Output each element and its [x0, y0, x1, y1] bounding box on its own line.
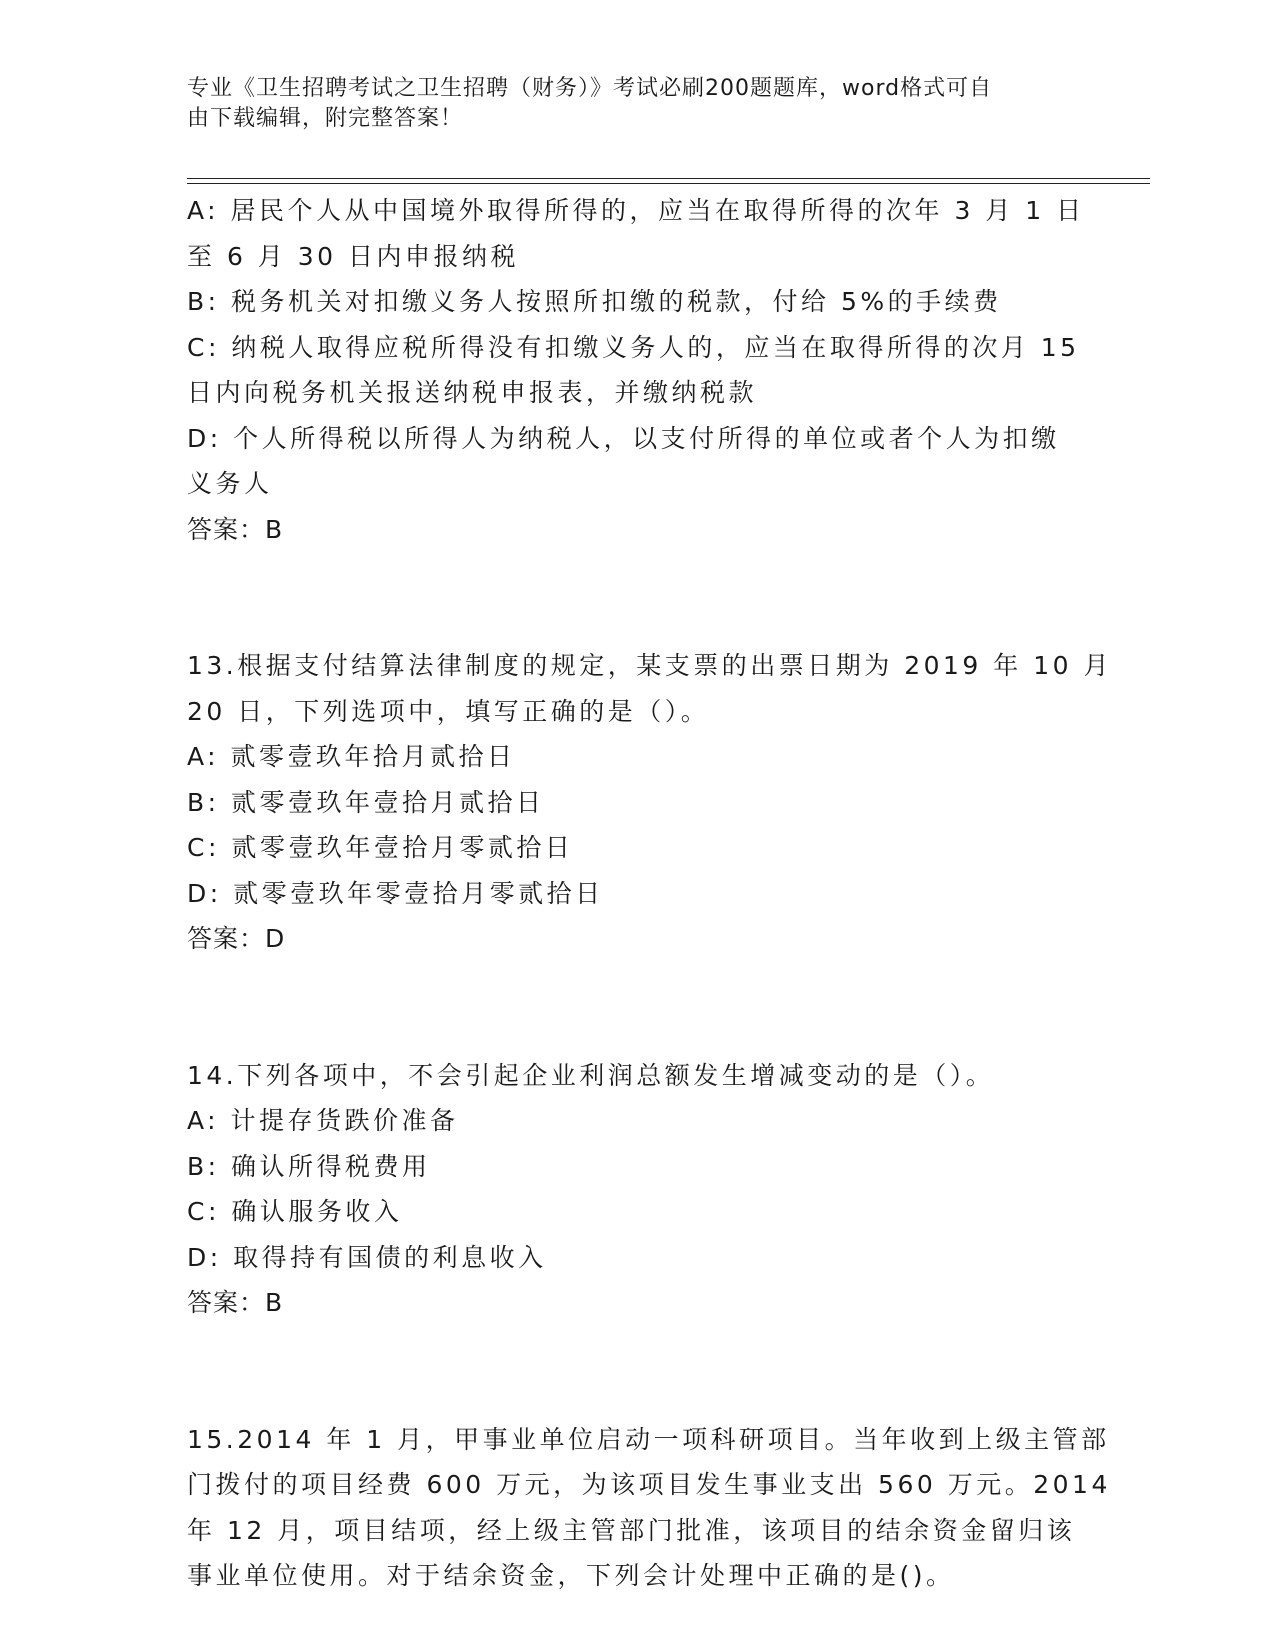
option-d: D: 贰零壹玖年零壹拾月零贰拾日	[187, 878, 604, 908]
header-divider-bottom	[187, 183, 1150, 184]
option-b: B: 税务机关对扣缴义务人按照所扣缴的税款，付给 5%的手续费	[187, 287, 1002, 316]
answer: 答案：B	[187, 1288, 284, 1317]
question-stem-line-2: 20 日，下列选项中，填写正确的是（）。	[187, 696, 710, 726]
header-line-2: 由下载编辑，附完整答案！	[187, 106, 464, 131]
option-a-line-1: A: 居民个人从中国境外取得所得的，应当在取得所得的次年 3 月 1 日	[187, 196, 1085, 225]
spacer	[187, 962, 1087, 1053]
answer: 答案：B	[187, 514, 284, 544]
document-header	[187, 74, 1067, 134]
question-12	[187, 188, 1087, 552]
option-c-line-2: 日内向税务机关报送纳税申报表，并缴纳税款	[187, 378, 758, 407]
spacer	[187, 552, 1087, 643]
question-stem-line-1: 13.根据支付结算法律制度的规定，某支票的出票日期为 2019 年 10 月	[187, 651, 1112, 680]
option-d-line-1: D: 个人所得税以所得人为纳税人，以支付所得的单位或者个人为扣缴	[187, 423, 1060, 453]
option-b: B: 确认所得税费用	[187, 1151, 431, 1181]
answer: 答案：D	[187, 924, 286, 953]
question-stem-line-4: 事业单位使用。对于结余资金，下列会计处理中正确的是()。	[187, 1561, 955, 1590]
option-c: C: 确认服务收入	[187, 1197, 403, 1226]
question-stem-line-3: 年 12 月，项目结项，经上级主管部门批准，该项目的结余资金留归该	[187, 1515, 1076, 1545]
option-c-line-1: C: 纳税人取得应税所得没有扣缴义务人的，应当在取得所得的次月 15	[187, 332, 1080, 362]
spacer	[187, 1326, 1087, 1417]
question-14	[187, 1053, 1087, 1326]
option-c: C: 贰零壹玖年壹拾月零贰拾日	[187, 833, 574, 862]
question-stem-line-2: 门拨付的项目经费 600 万元，为该项目发生事业支出 560 万元。2014	[187, 1470, 1111, 1499]
header-line-1: 专业《卫生招聘考试之卫生招聘（财务）》考试必刷200题题库，word格式可自	[187, 76, 993, 101]
option-a: A: 计提存货跌价准备	[187, 1106, 459, 1135]
option-a-line-2: 至 6 月 30 日内申报纳税	[187, 241, 520, 271]
question-13	[187, 643, 1112, 962]
option-b: B: 贰零壹玖年壹拾月贰拾日	[187, 787, 545, 817]
header-divider-top	[187, 178, 1150, 179]
option-d: D: 取得持有国债的利息收入	[187, 1242, 547, 1272]
question-stem: 14.下列各项中，不会引起企业利润总额发生增减变动的是（）。	[187, 1060, 995, 1090]
question-list	[187, 188, 1112, 1599]
question-15	[187, 1417, 1111, 1599]
option-d-line-2: 义务人	[187, 469, 273, 498]
question-stem-line-1: 15.2014 年 1 月，甲事业单位启动一项科研项目。当年收到上级主管部	[187, 1424, 1110, 1454]
option-a: A: 贰零壹玖年拾月贰拾日	[187, 742, 516, 771]
